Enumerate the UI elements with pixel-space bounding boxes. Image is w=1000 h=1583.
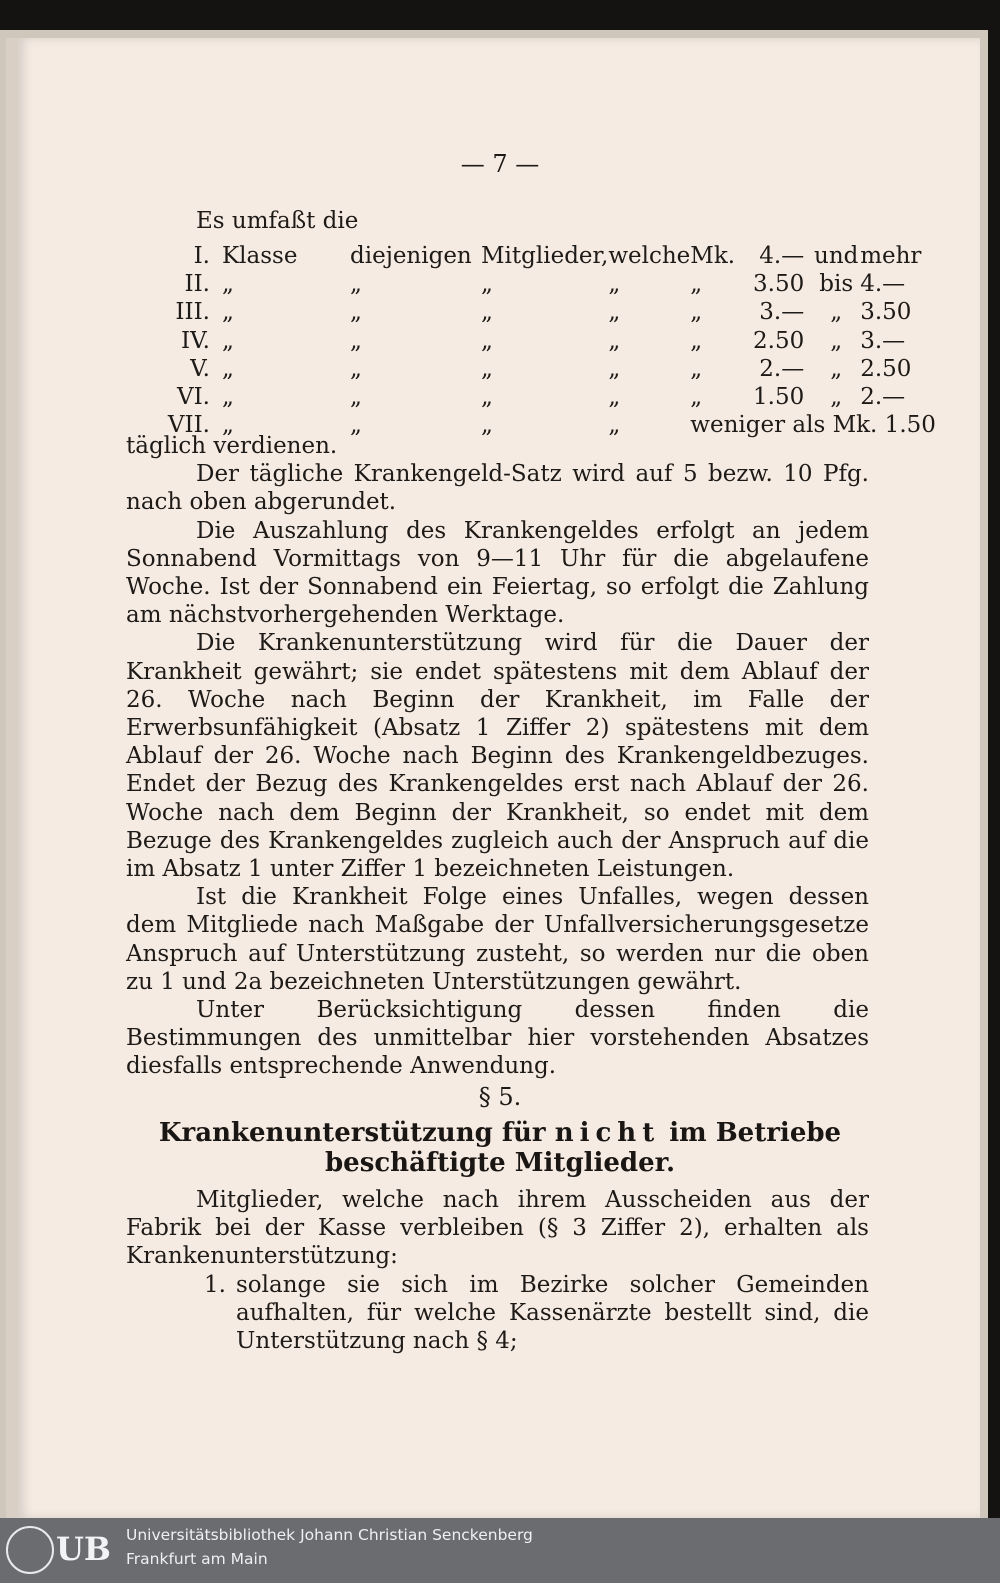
- cell: „: [690, 271, 703, 298]
- paragraph: Ist die Krankheit Folge eines Unfalles, wegen dessen dem Mitgliede nach Maßgabe der Unfallversicherungsgesetze Anspruch auf Unterstützung zusteht, so werden nur die oben zu 1 und 2a bezeichneten Unterstützungen gewährt.: [126, 884, 869, 995]
- amount-from: 4.—: [759, 243, 805, 269]
- cell: „: [350, 299, 362, 326]
- connector: „: [830, 327, 843, 354]
- page-number: — 7 —: [460, 150, 540, 178]
- cell: „: [481, 383, 493, 410]
- paragraph: Die Krankenunterstützung wird für die Dauer der Krankheit gewährt; sie endet spätestens mit dem Ablauf der 26. Woche nach Beginn der Krankheit, im Falle der Erwerbsunfähigkeit (Absatz 1 Ziffer 2) spätestens mit dem Ablauf der 26. Woche nach Beginn des Krankengeldbezuges. Endet der Bezug des Krankengeldes erst nach Ablauf der 26. Woche nach dem Beginn der Krankheit, so endet mit dem Bezuge des Krankengeldes zugleich auch der Anspruch auf die im Absatz 1 unter Ziffer 1 bezeichneten Leistungen.: [126, 630, 869, 883]
- cell: „: [350, 412, 362, 439]
- cell: „: [350, 355, 362, 382]
- cell: „: [222, 355, 234, 382]
- emblem-icon: [6, 1526, 54, 1574]
- class-numeral: VII.: [167, 412, 210, 439]
- cell: „: [222, 327, 234, 354]
- heading-line2: beschäftigte Mitglieder.: [324, 1148, 676, 1178]
- cell: „: [222, 299, 234, 326]
- class-numeral: V.: [190, 355, 210, 382]
- class-numeral: VI.: [176, 383, 210, 410]
- amount-from: 3.—: [759, 299, 805, 326]
- class-row: [150, 384, 936, 412]
- cell: Mitglieder,: [481, 243, 609, 269]
- paragraph: Die Auszahlung des Krankengeldes erfolgt an jedem Sonnabend Vormittags von 9—11 Uhr für die abgelaufene Woche. Ist der Sonnabend ein Feiertag, so erfolgt die Zahlung am nächstvorhergehenden Werktage.: [126, 517, 869, 629]
- section-heading: [120, 1118, 880, 1178]
- library-logo[interactable]: [6, 1526, 114, 1574]
- connector: „: [830, 355, 843, 382]
- amount-to: 3.—: [860, 327, 906, 354]
- cell: „: [350, 383, 362, 410]
- list-text: solange sie sich im Bezirke solcher Gemeinden aufhalten, für welche Kassenärzte bestellt sind, die Unterstützung nach § 4;: [236, 1271, 869, 1355]
- amount-from: 1.50: [753, 383, 805, 410]
- cell: „: [481, 327, 493, 354]
- cell: „: [690, 383, 703, 410]
- connector: „: [830, 299, 843, 326]
- cell: „: [608, 355, 621, 382]
- cell: „: [608, 327, 621, 354]
- amount-to: 4.—: [860, 271, 906, 298]
- paragraph: Unter Berücksichtigung dessen finden die Bestimmungen des unmittelbar hier vorstehenden Absatzes diesfalls entsprechende Anwendung.: [126, 997, 869, 1080]
- cell: „: [608, 412, 621, 439]
- cell: „: [481, 271, 493, 298]
- income-classes-table: [150, 243, 936, 440]
- heading-part-a: Krankenunterstützung für: [158, 1118, 555, 1148]
- cell: „: [690, 327, 703, 354]
- amount-from: 3.50: [753, 271, 805, 298]
- class-row: [150, 271, 936, 299]
- heading-part-b: im Betriebe: [660, 1118, 842, 1148]
- heading-line1: [120, 1118, 880, 1148]
- cell: „: [481, 412, 493, 439]
- cell: „: [222, 412, 234, 439]
- amount-from: 2.50: [753, 327, 805, 354]
- class-row: [150, 299, 936, 327]
- cell: „: [690, 355, 703, 382]
- cell: „: [608, 383, 621, 410]
- cell: „: [481, 355, 493, 382]
- cell: diejenigen: [350, 243, 472, 269]
- class-last-rest: weniger als Mk. 1.50: [690, 412, 936, 439]
- paragraph: Der tägliche Krankengeld-Satz wird auf 5 bezw. 10 Pfg. nach oben abgerundet.: [126, 461, 869, 516]
- cell: „: [690, 299, 703, 326]
- intro-line: [126, 207, 869, 235]
- library-city: Frankfurt am Main: [126, 1550, 268, 1568]
- class-numeral: I.: [193, 243, 210, 269]
- section-paragraph: Mitglieder, welche nach ihrem Ausscheiden aus der Fabrik bei der Kasse verbleiben (§ 3 Ziffer 2), erhalten als Krankenunterstützung:: [126, 1187, 869, 1270]
- connector: und: [814, 243, 859, 269]
- amount-from: 2.—: [759, 355, 805, 382]
- cell: „: [608, 271, 621, 298]
- class-numeral: III.: [175, 299, 210, 326]
- amount-to: 3.50: [860, 299, 912, 326]
- cell: Klasse: [222, 243, 298, 269]
- amount-to: 2.—: [860, 383, 906, 410]
- library-name: Universitätsbibliothek Johann Christian Senckenberg: [126, 1526, 533, 1544]
- logo-text: UB: [56, 1530, 111, 1568]
- book-binding: [6, 38, 18, 1518]
- cell: „: [222, 271, 234, 298]
- connector: bis: [819, 271, 854, 298]
- class-row: [150, 243, 936, 271]
- class-numeral: IV.: [181, 327, 210, 354]
- body-text-section5: [126, 1186, 869, 1355]
- cell: Mk.: [690, 243, 736, 269]
- cell: „: [608, 299, 621, 326]
- library-footer: [0, 1518, 1000, 1583]
- list-number: 1.: [204, 1271, 226, 1298]
- cell: „: [350, 327, 362, 354]
- after-table-text: täglich verdienen.: [126, 433, 338, 459]
- amount-to: 2.50: [860, 355, 912, 382]
- class-numeral: II.: [184, 271, 210, 298]
- connector: „: [830, 383, 843, 410]
- heading-spaced-word: nicht: [554, 1118, 661, 1148]
- list-item: [126, 1271, 869, 1356]
- cell: „: [350, 271, 362, 298]
- amount-to: mehr: [860, 243, 922, 269]
- class-row: [150, 328, 936, 356]
- cell: welche: [608, 243, 691, 269]
- cell: „: [222, 383, 234, 410]
- cell: „: [481, 299, 493, 326]
- intro-text: Es umfaßt die: [196, 208, 359, 234]
- class-row: [150, 356, 936, 384]
- section-number: § 5.: [478, 1083, 522, 1111]
- body-text-section4: [126, 432, 869, 1081]
